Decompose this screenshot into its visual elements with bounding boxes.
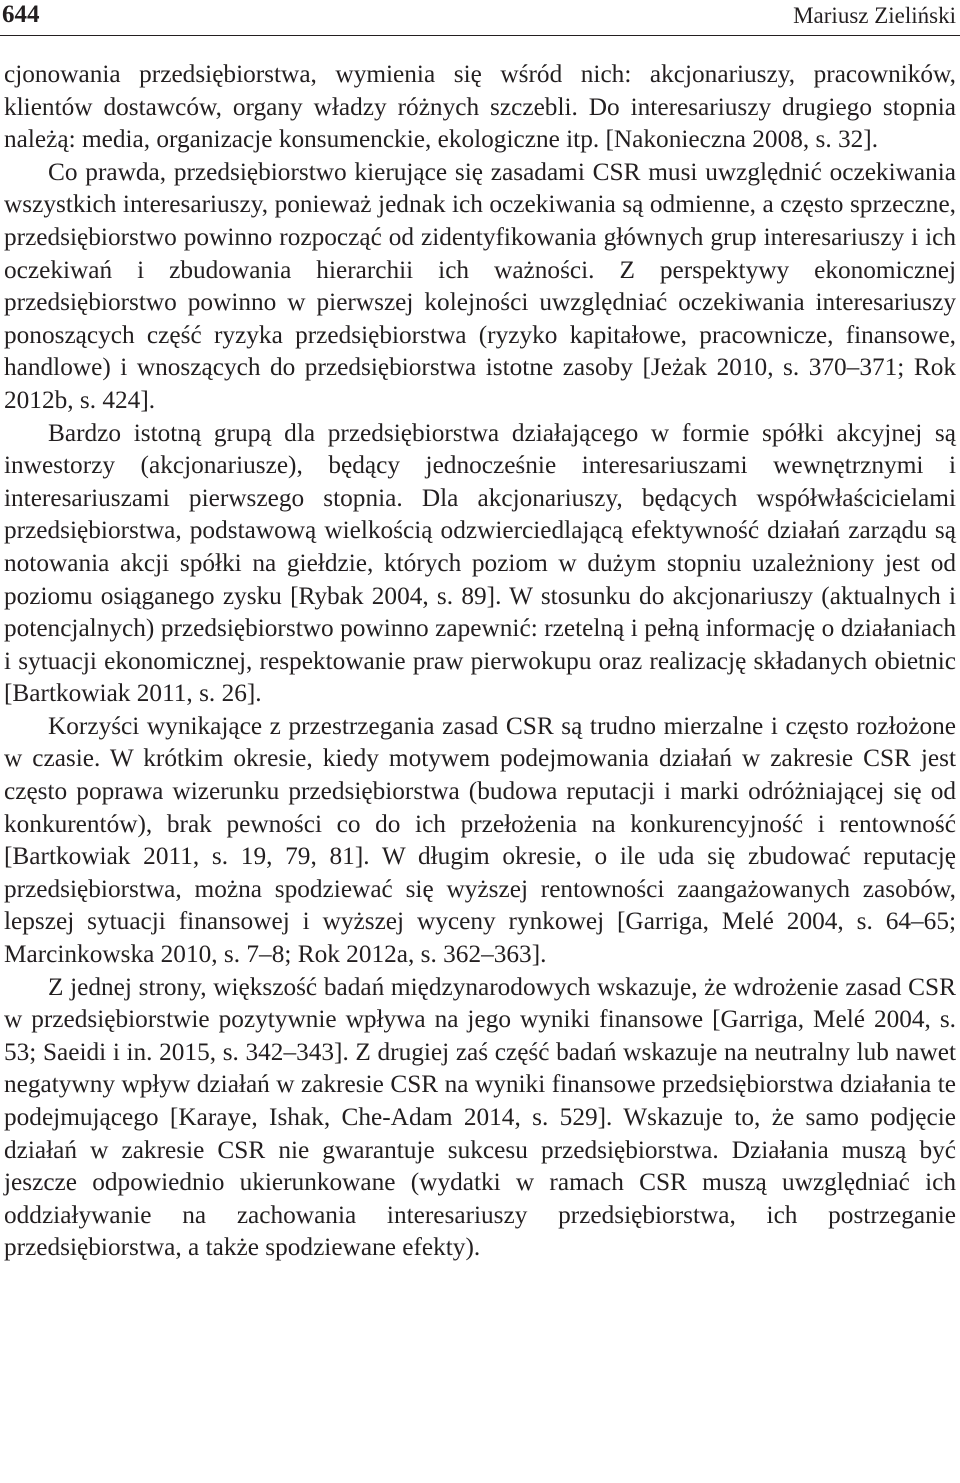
paragraph-continued: cjonowania przedsiębiorstwa, wymienia się wśród nich: akcjonariuszy, pracowników, klientów dostawców, organy władzy różnych szczebli. Do interesariuszy drugiego stopnia należą: media, organizacje konsumenckie, ekologiczne itp. [Nakonieczna 2008, s. 32].: [4, 60, 956, 154]
paragraph: Bardzo istotną grupą dla przedsiębiorstwa działającego w formie spółki akcyjnej są inwestorzy (akcjonariusze), będący jednocześnie interesariuszami wewnętrznymi i interesariuszami pierwszego stopnia. Dla akcjonariuszy, będących współwłaścicielami przedsiębiorstwa, podstawową wielkością odzwierciedlającą efektywność działań zarządu są notowania akcji spółki na giełdzie, których poziom w dużym stopniu uzależniony jest od poziomu osiąganego zysku [Rybak 2004, s. 89]. W stosunku do akcjonariuszy (aktualnych i potencjalnych) przedsiębiorstwo powinno zapewnić: rzetelną i pełną informację o działaniach i sytuacji ekonomicznej, respektowanie praw pierwokupu oraz realizację składanych obietnic [Bartkowiak 2011, s. 26].: [4, 418, 956, 708]
body-text: [4, 58, 956, 1264]
paragraph: Korzyści wynikające z przestrzegania zasad CSR są trudno mierzalne i często rozłożone w czasie. W krótkim okresie, kiedy motywem podejmowania działań w zakresie CSR jest często poprawa wizerunku przedsiębiorstwa (budowa reputacji i marki odróżniającej się od konkurentów), brak pewności co do ich przełożenia na konkurencyjność i rentowność [Bartkowiak 2011, s. 19, 79, 81]. W długim okresie, o ile uda się zbudować reputację przedsiębiorstwa, można spodziewać się wyższej rentowności zaangażowanych zasobów, lepszej sytuacji finansowej i wyższej wyceny rynkowej [Garriga, Melé 2004, s. 64–65; Marcinkowska 2010, s. 7–8; Rok 2012a, s. 362–363].: [4, 711, 956, 969]
paragraph: Co prawda, przedsiębiorstwo kierujące się zasadami CSR musi uwzględnić oczekiwania wszystkich interesariuszy, ponieważ jednak ich oczekiwania są odmienne, a często sprzeczne, przedsiębiorstwo powinno rozpocząć od zidentyfikowania głównych grup interesariuszy i ich oczekiwań i zbudowania hierarchii ich ważności. Z perspektywy ekonomicznej przedsiębiorstwo powinno w pierwszej kolejności uwzględniać oczekiwania interesariuszy ponoszących część ryzyka przedsiębiorstwa (ryzyko kapitałowe, pracownicze, finansowe, handlowe) i wnoszących do przedsiębiorstwa istotne zasoby [Jeżak 2010, s. 370–371; Rok 2012b, s. 424].: [4, 157, 956, 414]
page-number: 644: [2, 1, 40, 28]
running-head-author: Mariusz Zieliński: [793, 3, 956, 28]
page-header: [0, 0, 960, 40]
header-rule: [0, 35, 960, 36]
paragraph: Z jednej strony, większość badań międzynarodowych wskazuje, że wdrożenie zasad CSR w przedsiębiorstwie pozytywnie wpływa na jego wyniki finansowe [Garriga, Melé 2004, s. 53; Saeidi i in. 2015, s. 342–343]. Z drugiej zaś część badań wskazuje na neutralny lub nawet negatywny wpływ działań w zakresie CSR na wyniki finansowe przedsiębiorstwa działania te podejmującego [Karaye, Ishak, Che-Adam 2014, s. 529]. Wskazuje to, że samo podjęcie działań w zakresie CSR nie gwarantuje sukcesu przedsiębiorstwa. Działania muszą być jeszcze odpowiednio ukierunkowane (wydatki w ramach CSR muszą uwzględniać ich oddziaływanie na zachowania interesariuszy przedsiębiorstwa, ich postrzeganie przedsiębiorstwa, a także spodziewane efekty).: [4, 972, 956, 1262]
